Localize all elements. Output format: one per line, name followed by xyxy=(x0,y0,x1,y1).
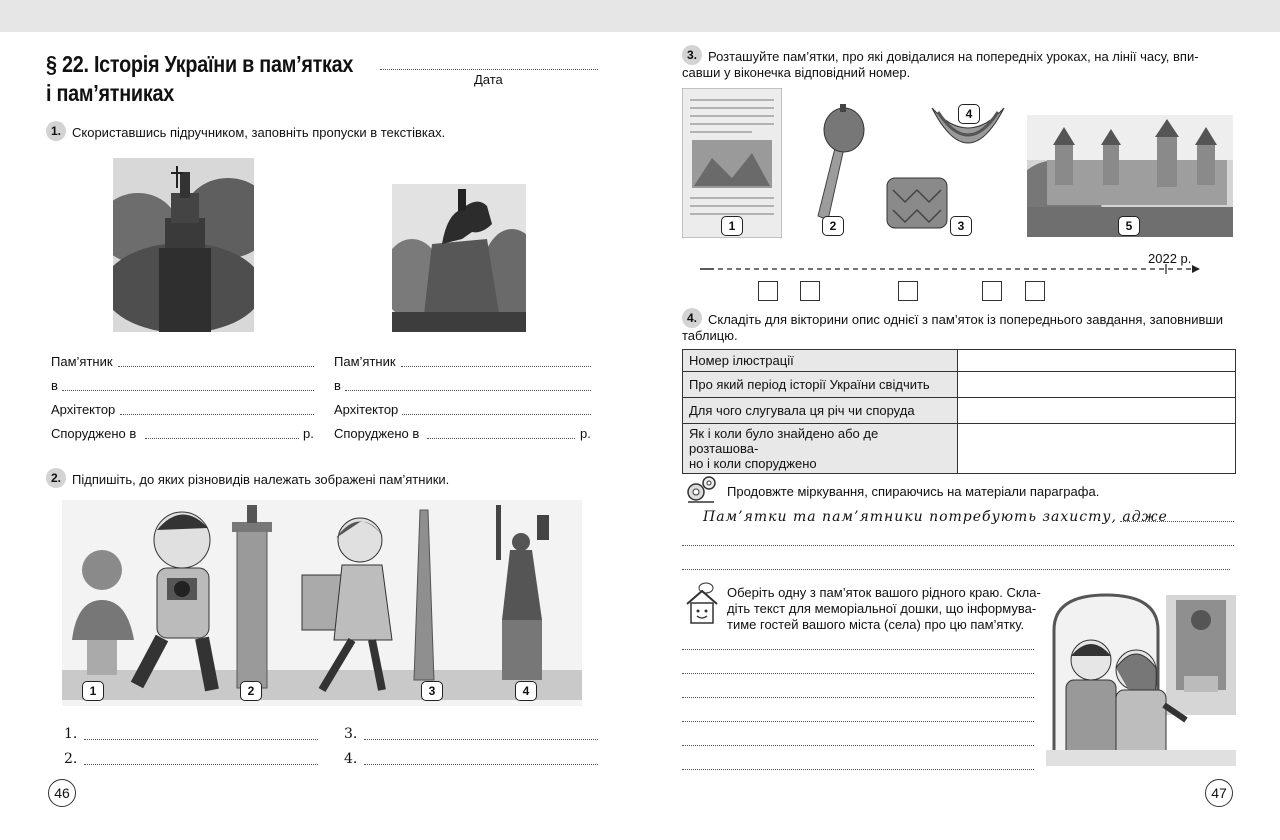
mace-image xyxy=(798,104,868,234)
table-row-label: Для чого слугувала ця річ чи споруда xyxy=(683,398,958,424)
task3-number: 3. xyxy=(682,45,702,65)
image-badge-1: 1 xyxy=(721,216,743,236)
timeline-box-5[interactable] xyxy=(1025,281,1045,301)
form-left-monument-line[interactable] xyxy=(118,366,314,367)
handwritten-start: Пам’ятки та пам’ятники потребують захисту, адже xyxy=(703,509,1168,525)
form-left-architect-line[interactable] xyxy=(120,414,314,415)
timeline-box-3[interactable] xyxy=(898,281,918,301)
top-bar xyxy=(0,0,1280,32)
form-left-in-line[interactable] xyxy=(62,390,314,391)
table-row xyxy=(683,350,1236,372)
table-row xyxy=(683,424,1236,474)
page-number-right: 47 xyxy=(1205,779,1233,807)
answer-line-3[interactable] xyxy=(364,739,598,740)
image-badge-2: 2 xyxy=(822,216,844,236)
task4-text-line1: Складіть для вікторини опис однієї з пам’яток із попереднього завдання, заповнивши xyxy=(708,312,1224,327)
task2-text: Підпишіть, до яких різновидів належать зображені пам’ятники. xyxy=(72,472,450,487)
timeline-box-4[interactable] xyxy=(982,281,1002,301)
answer-line-2[interactable] xyxy=(84,764,318,765)
khmelnytsky-monument-photo xyxy=(392,184,526,332)
form-right-monument-label: Пам’ятник xyxy=(334,354,396,369)
date-label: Дата xyxy=(474,72,503,87)
form-left-built-line[interactable] xyxy=(145,438,299,439)
form-right-year-suffix: р. xyxy=(580,426,591,441)
task3-text-line1: Розташуйте пам’ятки, про які довідалися на попередніх уроках, на лінії часу, впи- xyxy=(708,49,1199,64)
illustration-badge-1: 1 xyxy=(82,681,104,701)
form-left-monument-label: Пам’ятник xyxy=(51,354,113,369)
table-answer-cell[interactable] xyxy=(958,424,1236,474)
table-row xyxy=(683,398,1236,424)
page-title-line2: і пам’ятниках xyxy=(46,80,174,106)
task1-number: 1. xyxy=(46,121,66,141)
form-right-built-label: Споруджено в xyxy=(334,426,420,441)
memorial-line-2[interactable] xyxy=(682,673,1034,674)
task1-text: Скориставшись підручником, заповніть пропуски в текстівках. xyxy=(72,125,446,140)
form-left-year-suffix: р. xyxy=(303,426,314,441)
timeline-year-label: 2022 р. xyxy=(1148,251,1192,266)
form-right-in-line[interactable] xyxy=(345,390,591,391)
form-left-built-label: Споруджено в xyxy=(51,426,137,441)
home-task-line3: тиме гостей вашого міста (села) про цю пам’ятку. xyxy=(727,617,1025,632)
reasoning-line-0[interactable] xyxy=(1120,521,1234,522)
answer-number-1: 1. xyxy=(64,726,78,742)
page-title-line1: § 22. Історія України в пам’ятках xyxy=(46,51,354,77)
answer-number-3: 3. xyxy=(344,726,358,742)
form-left-in-label: в xyxy=(51,378,58,393)
table-row-label: Номер ілюстрації xyxy=(683,350,958,372)
table-row-label: Як і коли було знайдено або де розташова- но і коли споруджено xyxy=(683,424,958,474)
reasoning-line-1[interactable] xyxy=(682,545,1234,546)
answer-number-4: 4. xyxy=(344,751,358,767)
kids-memorial-illustration xyxy=(1046,590,1236,766)
bracelet-image xyxy=(881,170,953,236)
memorial-line-1[interactable] xyxy=(682,649,1034,650)
house-icon xyxy=(684,582,720,626)
table-row xyxy=(683,372,1236,398)
form-right-architect-label: Архітектор xyxy=(334,402,399,417)
home-task-line2: діть текст для меморіальної дошки, що інформува- xyxy=(727,601,1037,616)
home-task-line1: Оберіть одну з пам’яток вашого рідного краю. Скла- xyxy=(727,585,1041,600)
continue-prompt: Продовжте міркування, спираючись на матеріали параграфа. xyxy=(727,484,1100,499)
image-badge-3: 3 xyxy=(950,216,972,236)
monuments-illustration xyxy=(62,500,582,706)
answer-line-4[interactable] xyxy=(364,764,598,765)
illustration-badge-4: 4 xyxy=(515,681,537,701)
table-answer-cell[interactable] xyxy=(958,350,1236,372)
page-number-left: 46 xyxy=(48,779,76,807)
timeline-axis xyxy=(698,262,1202,276)
date-line[interactable] xyxy=(380,69,598,70)
memorial-line-4[interactable] xyxy=(682,721,1034,722)
table-answer-cell[interactable] xyxy=(958,372,1236,398)
answer-number-2: 2. xyxy=(64,751,78,767)
task2-number: 2. xyxy=(46,468,66,488)
description-table xyxy=(682,349,1236,474)
form-left-architect-label: Архітектор xyxy=(51,402,116,417)
table-answer-cell[interactable] xyxy=(958,398,1236,424)
memorial-line-5[interactable] xyxy=(682,745,1034,746)
image-badge-4: 4 xyxy=(958,104,980,124)
memorial-line-3[interactable] xyxy=(682,697,1034,698)
pectoral-image xyxy=(926,88,1010,162)
illustration-badge-3: 3 xyxy=(421,681,443,701)
timeline-box-1[interactable] xyxy=(758,281,778,301)
form-right-in-label: в xyxy=(334,378,341,393)
image-badge-5: 5 xyxy=(1118,216,1140,236)
memorial-line-6[interactable] xyxy=(682,769,1034,770)
form-right-built-line[interactable] xyxy=(427,438,575,439)
task4-text-line2: таблицю. xyxy=(682,328,738,343)
timeline-box-2[interactable] xyxy=(800,281,820,301)
task4-number: 4. xyxy=(682,308,702,328)
task3-text-line2: савши у віконечка відповідний номер. xyxy=(682,65,911,80)
volodymyr-monument-photo xyxy=(113,158,254,332)
form-right-architect-line[interactable] xyxy=(402,414,591,415)
gears-icon xyxy=(684,472,720,506)
table-row-label: Про який період історії України свідчить xyxy=(683,372,958,398)
illustration-badge-2: 2 xyxy=(240,681,262,701)
answer-line-1[interactable] xyxy=(84,739,318,740)
reasoning-line-2[interactable] xyxy=(682,569,1230,570)
form-right-monument-line[interactable] xyxy=(401,366,591,367)
